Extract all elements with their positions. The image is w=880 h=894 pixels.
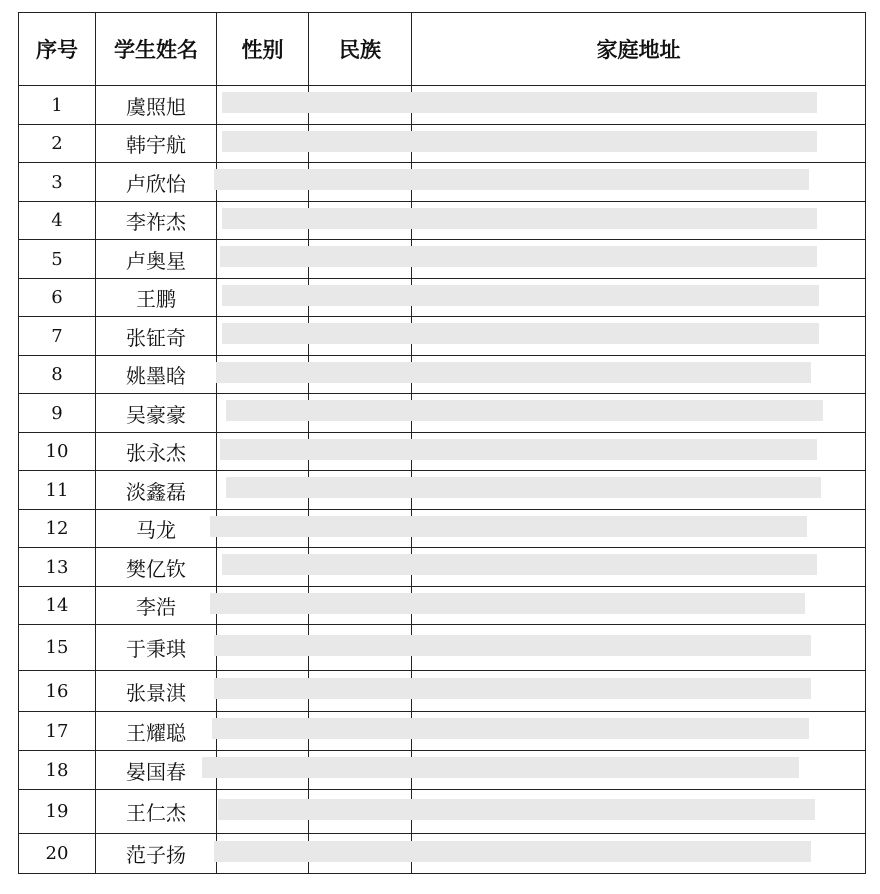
student-name: 吴豪豪 (96, 394, 217, 433)
row-index: 19 (19, 790, 96, 834)
row-index: 8 (19, 356, 96, 394)
student-name: 王仁杰 (96, 790, 217, 834)
student-name: 李祚杰 (96, 202, 217, 240)
student-name: 于秉琪 (96, 625, 217, 671)
header-index: 序号 (19, 13, 96, 86)
gender-cell (217, 317, 309, 356)
ethnicity-cell (309, 163, 412, 202)
ethnicity-cell (309, 625, 412, 671)
address-cell (412, 317, 866, 356)
table-row (19, 202, 866, 240)
student-name: 淡鑫磊 (96, 471, 217, 510)
header-ethnicity: 民族 (309, 13, 412, 86)
gender-cell (217, 751, 309, 790)
address-cell (412, 587, 866, 625)
student-name: 张景淇 (96, 671, 217, 712)
ethnicity-cell (309, 86, 412, 125)
ethnicity-cell (309, 240, 412, 279)
ethnicity-cell (309, 279, 412, 317)
row-index: 3 (19, 163, 96, 202)
student-name: 姚墨晗 (96, 356, 217, 394)
student-name: 张永杰 (96, 433, 217, 471)
address-cell (412, 548, 866, 587)
row-index: 6 (19, 279, 96, 317)
table-row (19, 433, 866, 471)
ethnicity-cell (309, 394, 412, 433)
ethnicity-cell (309, 790, 412, 834)
gender-cell (217, 356, 309, 394)
row-index: 9 (19, 394, 96, 433)
ethnicity-cell (309, 548, 412, 587)
gender-cell (217, 86, 309, 125)
gender-cell (217, 471, 309, 510)
table-row (19, 279, 866, 317)
ethnicity-cell (309, 671, 412, 712)
student-name: 晏国春 (96, 751, 217, 790)
ethnicity-cell (309, 317, 412, 356)
ethnicity-cell (309, 471, 412, 510)
address-cell (412, 834, 866, 874)
row-index: 4 (19, 202, 96, 240)
student-table (18, 12, 866, 874)
gender-cell (217, 279, 309, 317)
table-row (19, 834, 866, 874)
row-index: 5 (19, 240, 96, 279)
gender-cell (217, 394, 309, 433)
header-home-address: 家庭地址 (412, 13, 866, 86)
gender-cell (217, 587, 309, 625)
student-name: 卢欣怡 (96, 163, 217, 202)
row-index: 20 (19, 834, 96, 874)
gender-cell (217, 510, 309, 548)
address-cell (412, 86, 866, 125)
ethnicity-cell (309, 125, 412, 163)
table-row (19, 163, 866, 202)
row-index: 15 (19, 625, 96, 671)
table-row (19, 587, 866, 625)
ethnicity-cell (309, 751, 412, 790)
table-row (19, 356, 866, 394)
ethnicity-cell (309, 510, 412, 548)
student-name: 韩宇航 (96, 125, 217, 163)
row-index: 2 (19, 125, 96, 163)
address-cell (412, 125, 866, 163)
table-row (19, 671, 866, 712)
row-index: 1 (19, 86, 96, 125)
address-cell (412, 356, 866, 394)
address-cell (412, 671, 866, 712)
row-index: 12 (19, 510, 96, 548)
gender-cell (217, 163, 309, 202)
student-name: 王耀聪 (96, 712, 217, 751)
address-cell (412, 163, 866, 202)
row-index: 18 (19, 751, 96, 790)
gender-cell (217, 625, 309, 671)
address-cell (412, 625, 866, 671)
address-cell (412, 751, 866, 790)
row-index: 10 (19, 433, 96, 471)
student-name: 卢奥星 (96, 240, 217, 279)
address-cell (412, 279, 866, 317)
gender-cell (217, 790, 309, 834)
table-row (19, 751, 866, 790)
row-index: 17 (19, 712, 96, 751)
row-index: 11 (19, 471, 96, 510)
gender-cell (217, 125, 309, 163)
ethnicity-cell (309, 356, 412, 394)
header-student-name: 学生姓名 (96, 13, 217, 86)
row-index: 13 (19, 548, 96, 587)
row-index: 7 (19, 317, 96, 356)
student-name: 范子扬 (96, 834, 217, 874)
ethnicity-cell (309, 433, 412, 471)
ethnicity-cell (309, 587, 412, 625)
table-row (19, 240, 866, 279)
student-name: 张钲奇 (96, 317, 217, 356)
address-cell (412, 202, 866, 240)
table-row (19, 625, 866, 671)
ethnicity-cell (309, 202, 412, 240)
address-cell (412, 433, 866, 471)
gender-cell (217, 671, 309, 712)
address-cell (412, 471, 866, 510)
student-name: 樊亿钦 (96, 548, 217, 587)
gender-cell (217, 712, 309, 751)
student-name: 马龙 (96, 510, 217, 548)
table-row (19, 86, 866, 125)
student-name: 王鹏 (96, 279, 217, 317)
student-name: 李浩 (96, 587, 217, 625)
gender-cell (217, 834, 309, 874)
address-cell (412, 240, 866, 279)
row-index: 14 (19, 587, 96, 625)
row-index: 16 (19, 671, 96, 712)
table-row (19, 712, 866, 751)
table-row (19, 790, 866, 834)
header-row (19, 13, 866, 86)
header-gender: 性别 (217, 13, 309, 86)
address-cell (412, 394, 866, 433)
table-row (19, 548, 866, 587)
gender-cell (217, 548, 309, 587)
ethnicity-cell (309, 712, 412, 751)
table-row (19, 471, 866, 510)
table-row (19, 510, 866, 548)
gender-cell (217, 240, 309, 279)
table-row (19, 394, 866, 433)
address-cell (412, 712, 866, 751)
table-row (19, 125, 866, 163)
ethnicity-cell (309, 834, 412, 874)
gender-cell (217, 202, 309, 240)
address-cell (412, 510, 866, 548)
table-row (19, 317, 866, 356)
address-cell (412, 790, 866, 834)
gender-cell (217, 433, 309, 471)
student-name: 虞照旭 (96, 86, 217, 125)
